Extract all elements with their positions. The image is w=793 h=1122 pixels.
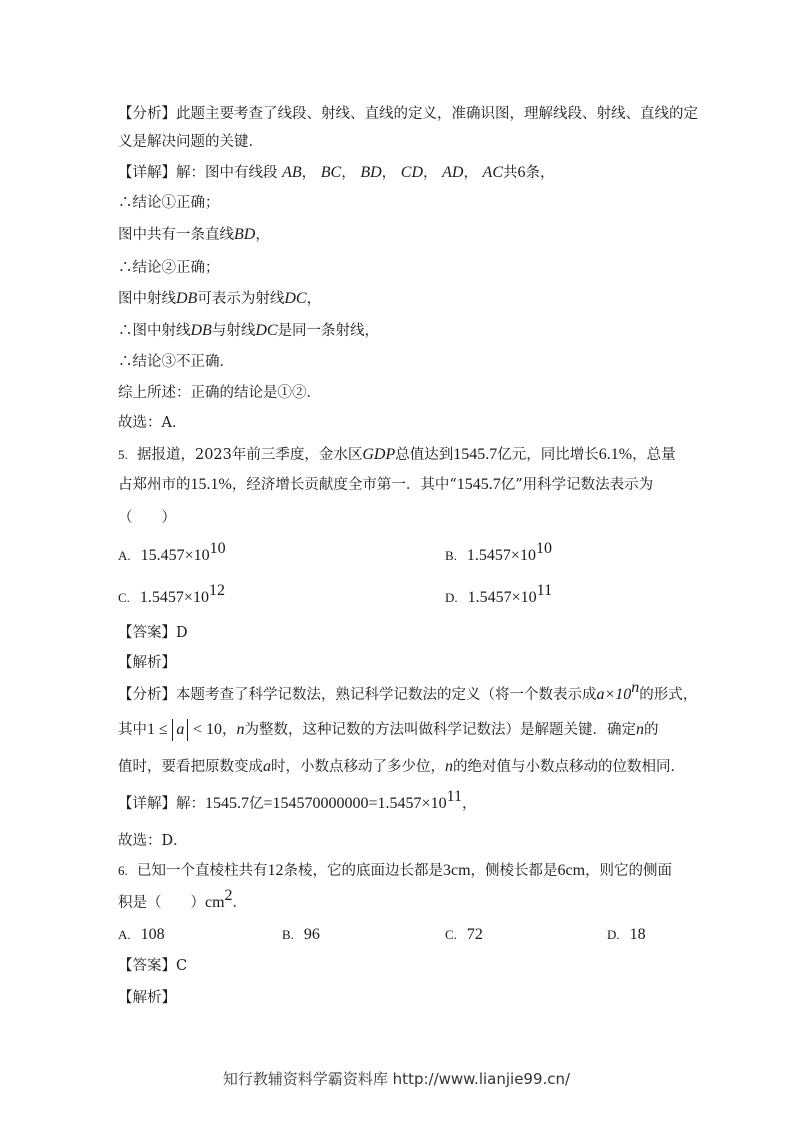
q5-analysis-text-b: 的形式， [639, 687, 698, 703]
q6-text-c: ，侧棱长都是 [470, 863, 558, 879]
analysis-line-2: 义是解决问题的关键． [118, 134, 263, 150]
q5-detail-prefix: 【详解】解： [118, 796, 205, 812]
separator: ， [463, 165, 478, 181]
option-mantissa: 1.5457×10 [139, 589, 209, 606]
same-ray-dc: DC [255, 322, 278, 339]
q5-line-2 [118, 474, 653, 496]
option-letter: A. [118, 927, 131, 942]
q5-line2-a: 占郑州市的 [118, 477, 191, 493]
q5-detail-exponent: 11 [446, 788, 462, 805]
q5-text-c: 亿元，同比增长 [497, 447, 599, 463]
q6-base-length: 3cm [442, 862, 471, 879]
line-bd-prefix: 图中共有一条直线 [118, 227, 234, 243]
option-letter: B. [282, 927, 294, 942]
q6-line2-b: ． [232, 895, 248, 911]
q6-option-b[interactable] [282, 924, 320, 946]
line-bd-label: BD [234, 226, 256, 243]
conclusion-2: ∴结论②正确； [118, 260, 220, 276]
same-ray-db: DB [190, 322, 212, 339]
summary: 综上所述：正确的结论是①②． [118, 385, 321, 401]
q6-text-b: 条棱，它的底面边长都是 [283, 863, 443, 879]
segment-cd: CD [400, 164, 423, 181]
same-ray-text [118, 320, 379, 342]
q5-option-a[interactable] [118, 540, 226, 567]
q5-analysis-formula: a×10 [596, 686, 632, 703]
detail-suffix-a: 共 [503, 165, 518, 181]
ray-prefix: 图中射线 [118, 291, 176, 307]
q6-unit-exponent: 2 [224, 887, 233, 904]
q5-line2-b: ，经济增长贡献度全市第一．其中“ [231, 477, 457, 493]
q5-analysis2-b: ， [222, 722, 237, 738]
q5-text-b: 总值达到 [395, 447, 454, 463]
same-ray-prefix: ∴图中射线 [118, 323, 191, 339]
separator: ， [423, 165, 438, 181]
conclusion-1: ∴结论①正确； [118, 195, 220, 211]
q6-option-a[interactable] [118, 924, 165, 946]
separator: ， [341, 165, 356, 181]
separator: ， [381, 165, 397, 181]
q5-number: 5. [118, 447, 128, 462]
q5-analysis-text-a: 【分析】本题考查了科学记数法，熟记科学记数法的定义（将一个数表示成 [118, 687, 597, 703]
segment-count: 6 [517, 164, 526, 181]
q5-value-3: 15.1% [190, 476, 232, 493]
q5-detail [118, 788, 477, 815]
q6-line-1 [118, 860, 672, 882]
option-exponent: 12 [208, 582, 225, 599]
q5-analysis-2 [118, 719, 659, 741]
option-value: 72 [466, 926, 483, 943]
option-letter: C. [445, 927, 457, 942]
q5-gdp: GDP [362, 446, 396, 463]
q5-analysis3-var: a [263, 758, 271, 775]
q5-analysis2-n2: n [636, 721, 645, 738]
footer-watermark: 知行教辅资料学霸资料库 http://www.lianjie99.cn/ [222, 1070, 571, 1088]
q6-number: 6. [118, 863, 128, 878]
ray-text [118, 288, 321, 310]
q5-analysis-1 [118, 679, 698, 706]
option-exponent: 10 [209, 540, 226, 557]
q6-text-a: 已知一个直棱柱共有 [136, 863, 268, 879]
option-exponent: 10 [535, 540, 552, 557]
segment-ac: AC [482, 164, 503, 181]
q5-analysis2-lt: < 10 [193, 721, 223, 738]
q5-analysis2-d: 的 [644, 722, 659, 738]
option-value: 108 [140, 926, 165, 943]
q5-analysis2-a: 其中 [118, 722, 147, 738]
q5-detail-suffix: ， [461, 796, 477, 812]
q5-value-4: 1545.7 [456, 476, 501, 493]
same-ray-mid: 与射线 [211, 323, 256, 339]
segment-ad: AD [442, 164, 464, 181]
q5-option-b[interactable] [445, 540, 552, 567]
q5-choice: 故选：D． [118, 833, 188, 849]
q5-value-2: 6.1% [598, 446, 633, 463]
q6-option-d[interactable] [607, 924, 646, 946]
option-mantissa: 1.5457×10 [467, 589, 537, 606]
q6-unit: cm [205, 894, 225, 911]
option-letter: C. [118, 590, 130, 605]
q5-analysis-exponent: n [631, 679, 640, 696]
q5-analysis3-b: 时，小数点移动了多少位， [271, 759, 445, 775]
q5-text-a: 据报道，2023年前三季度，金水区 [136, 447, 363, 463]
q5-detail-value: 1545.7 [205, 795, 249, 812]
q5-option-d[interactable] [445, 582, 553, 609]
q6-line2-a: 积是（ ） [118, 895, 205, 911]
option-exponent: 11 [536, 582, 553, 599]
ray-dc-label: DC [284, 290, 307, 307]
choice-prev: 故选：A． [118, 415, 187, 431]
segment-bc: BC [320, 164, 342, 181]
ray-db-label: DB [176, 290, 198, 307]
option-value: 96 [303, 926, 320, 943]
separator: ， [301, 165, 317, 181]
conclusion-3: ∴结论③不正确． [118, 354, 234, 370]
q6-text-d: ，则它的侧面 [585, 863, 673, 879]
q5-option-c[interactable] [118, 582, 225, 609]
segment-ab: AB [282, 164, 302, 181]
q5-analysis3-a: 值时，要看把原数变成 [118, 759, 263, 775]
q5-detail-equation: =154570000000=1.5457×10 [263, 795, 447, 812]
q5-analysis2-n: n [236, 721, 245, 738]
detail-suffix-b: 条， [525, 165, 555, 181]
q5-text-d: ，总量 [632, 447, 676, 463]
q5-line-1 [118, 444, 676, 466]
option-letter: D. [445, 590, 458, 605]
q5-abs-a: a [172, 719, 188, 741]
q6-line-2 [118, 887, 248, 914]
q6-jiexi: 【解析】 [118, 990, 176, 1006]
line-bd-suffix: ， [255, 227, 270, 243]
option-mantissa: 1.5457×10 [466, 547, 536, 564]
q5-jiexi: 【解析】 [118, 655, 176, 671]
q5-analysis2-c: 为整数，这种记数的方法叫做科学记数法）是解题关键．确定 [244, 722, 637, 738]
q5-value-1: 1545.7 [453, 446, 498, 463]
detail-prefix: 【详解】解：图中有线段 [118, 165, 278, 181]
q6-side-length: 6cm [557, 862, 586, 879]
option-mantissa: 15.457×10 [140, 547, 210, 564]
q5-line2-c: 亿”用科学记数法表示为 [500, 477, 654, 493]
q6-edges: 12 [267, 862, 284, 879]
q5-analysis2-one: 1 ≤ [147, 721, 168, 738]
q5-analysis3-c: 的绝对值与小数点移动的位数相同． [453, 759, 685, 775]
q5-analysis-3 [118, 756, 685, 778]
option-letter: D. [607, 927, 620, 942]
q5-detail-unit: 亿 [249, 796, 264, 812]
q6-answer: 【答案】C [118, 958, 188, 974]
q5-answer: 【答案】D [118, 625, 188, 641]
same-ray-suffix: 是同一条射线， [277, 323, 380, 339]
option-value: 18 [629, 926, 646, 943]
analysis-line-1: 【分析】此题主要考查了线段、射线、直线的定义，准确识图，理解线段、射线、直线的定 [118, 106, 698, 122]
q5-analysis3-n: n [445, 758, 453, 775]
q5-paren: （ ） [118, 510, 176, 526]
ray-suffix: ， [306, 291, 322, 307]
segment-bd: BD [360, 164, 382, 181]
detail-segments-line [118, 162, 555, 184]
option-letter: A. [118, 548, 131, 563]
option-letter: B. [445, 548, 457, 563]
q6-option-c[interactable] [445, 924, 483, 946]
line-bd-text [118, 224, 270, 246]
ray-mid: 可表示为射线 [197, 291, 285, 307]
